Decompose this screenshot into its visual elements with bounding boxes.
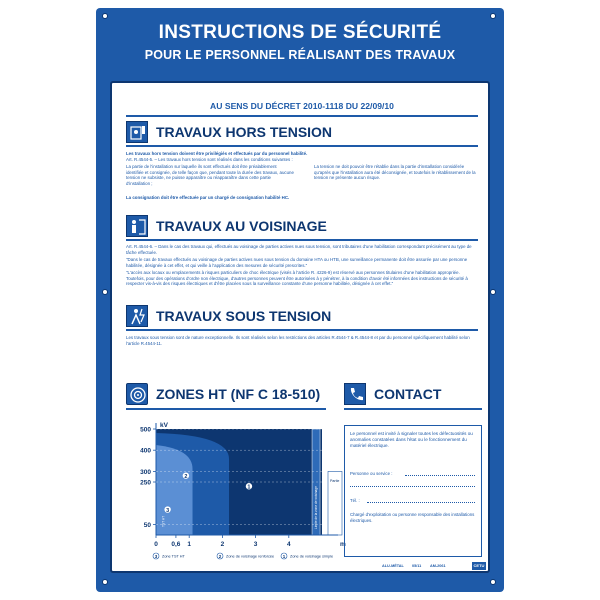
mount-hole-bottom-left	[102, 579, 108, 585]
sign-title: INSTRUCTIONS DE SÉCURITÉ	[158, 22, 442, 43]
x-tick-label: 4	[286, 541, 291, 548]
x-tick-label: 1	[187, 541, 192, 548]
phone-icon	[344, 383, 366, 405]
y-tick-label: 400	[140, 447, 151, 455]
voisinage-article: Art. R.4544-6. – Dans le cas des travaux qui, effectués au voisinage de parties actives nues sous tension, sont tributaires d'une habilitation correspondant précisément au type de tâche effectuée.	[126, 244, 472, 255]
x-tick-label: 3	[253, 541, 258, 548]
mount-hole-bottom-right	[490, 579, 496, 585]
voisinage-paragraph-1: "Dans le cas de travaux effectués au voisinage de parties actives nues sous tension du domaine HTA ou HTB, une surveillance permanente doit être assurée par une personne habilitée, désignée à cet effet, et qui veille à l'application des mesures de sécurité prescrites."	[126, 257, 468, 268]
contact-responsible: Chargé d'exploitation ou personne responsable des installations électriques.	[350, 512, 475, 523]
contact-service-field-2[interactable]	[350, 486, 475, 487]
contact-title: CONTACT	[374, 386, 442, 402]
y-tick-label: 300	[140, 468, 151, 476]
section-title-hors-tension: TRAVAUX HORS TENSION	[156, 124, 333, 140]
label-min-distance: Pièce sous tension	[133, 502, 137, 529]
sign-subtitle: POUR LE PERSONNEL RÉALISANT DES TRAVAUX	[144, 48, 456, 62]
voisinage-paragraph-2: "L'accès aux locaux ou emplacements à risques particuliers de choc électrique (visés à l'article R. 4226-9) est réservé aux personnes titulaires d'une habilitation appropriée. Toutefois, pour des opérations d'ordre non électrique, d'autres personnes peuvent être autorisées à y pénétrer, à la condition d'avoir été informées des instructions de sécurité à respecter vis-à-vis des risques électriques et d'être placées sous la surveillance constante d'une personne habilitée, désignée à cet effet."	[126, 270, 468, 287]
zone-marker-label: 2	[184, 473, 188, 480]
footer-material: ALU-MÉTAL	[382, 564, 404, 568]
y-tick-label: 250	[140, 479, 151, 487]
contact-tel-label: Tél. :	[350, 498, 360, 503]
x-tick-label: 2	[220, 541, 225, 548]
legend-text: Zone de voisinage simple	[290, 554, 334, 559]
mount-hole-top-left	[102, 13, 108, 19]
x-tick-label: 0	[154, 541, 158, 548]
x-tick-label: 0,6	[171, 541, 181, 548]
x-axis-unit: m	[340, 541, 346, 548]
section-title-sous-tension: TRAVAUX SOUS TENSION	[156, 308, 332, 324]
contact-service-label: Personne ou service :	[350, 471, 393, 476]
zones-ht-title: ZONES HT (NF C 18-510)	[156, 386, 321, 402]
decree-reference: AU SENS DU DÉCRET 2010-1118 DU 22/09/10	[210, 101, 394, 111]
mount-hole-top-right	[490, 13, 496, 19]
sous-tension-text: Les travaux sous tension sont de nature exceptionnelle. Ils sont réalisés selon les restrictions des articles R.4544-7 & R.4544-8 et par du personnel spécifiquement habilité selon l'article R.4544-11.	[126, 335, 470, 346]
hors-tension-right-text: La tension ne doit pouvoir être rétablie dans la partie d'installation considérée qu'après que l'installation aura été déconsignée, et toutefois le rétablissement de la tension ne présente aucun risque.	[314, 164, 476, 181]
contact-box	[344, 425, 482, 557]
footer-reference: AM-2061	[430, 564, 446, 568]
brand-logo: CETU	[473, 563, 485, 568]
hors-tension-left-text: La partie de l'installation sur laquelle ils sont effectués doit être préalablement identifiée et consignée, de telle façon que, pendant toute la durée des travaux, aucune tension ne subsiste, ne puisse apparaître ou réapparaître dans cette partie d'installation ;	[126, 164, 294, 186]
label-tst: TST HT	[161, 515, 166, 527]
hors-tension-footer: La consignation doit être effectuée par un chargé de consignation habilité HC.	[126, 195, 290, 200]
legend-marker-label: 3	[154, 554, 158, 559]
hors-tension-article: Art. R.4544-5. – Les travaux hors tension sont réalisés dans les conditions suivantes :	[126, 157, 293, 162]
label-zone-limit: Limite de la zone de voisinage	[314, 486, 319, 529]
legend-marker-label: 2	[218, 554, 222, 559]
y-tick-label: 500	[140, 426, 151, 434]
legend-marker-label: 1	[282, 554, 286, 559]
contact-intro: Le personnel est invité à signaler toutes les défectuosités ou anomalies constatées dans l'état ou le fonctionnement du matériel électrique.	[350, 431, 473, 448]
contact-divider	[344, 408, 482, 410]
mount-hole-middle-left	[102, 289, 108, 295]
y-axis-unit: kV	[160, 422, 168, 429]
label-part: Partie	[330, 479, 340, 483]
safety-sign	[96, 8, 504, 592]
zone-marker-label: 3	[166, 507, 170, 514]
legend-text: Zone de voisinage renforcée	[226, 554, 275, 559]
section-title-voisinage: TRAVAUX AU VOISINAGE	[156, 218, 327, 234]
hors-tension-intro: Les travaux hors tension doivent être privilégiés et effectués par du personnel habilité.	[126, 151, 308, 156]
contact-tel-field[interactable]	[367, 502, 475, 503]
legend-text: Zone TST HT	[162, 554, 185, 559]
contact-service-field[interactable]	[405, 475, 475, 476]
content-panel	[110, 81, 490, 573]
footer-date: 05/11	[412, 564, 422, 568]
zone-marker-label: 1	[247, 484, 251, 491]
y-tick-label: 50	[143, 521, 151, 529]
